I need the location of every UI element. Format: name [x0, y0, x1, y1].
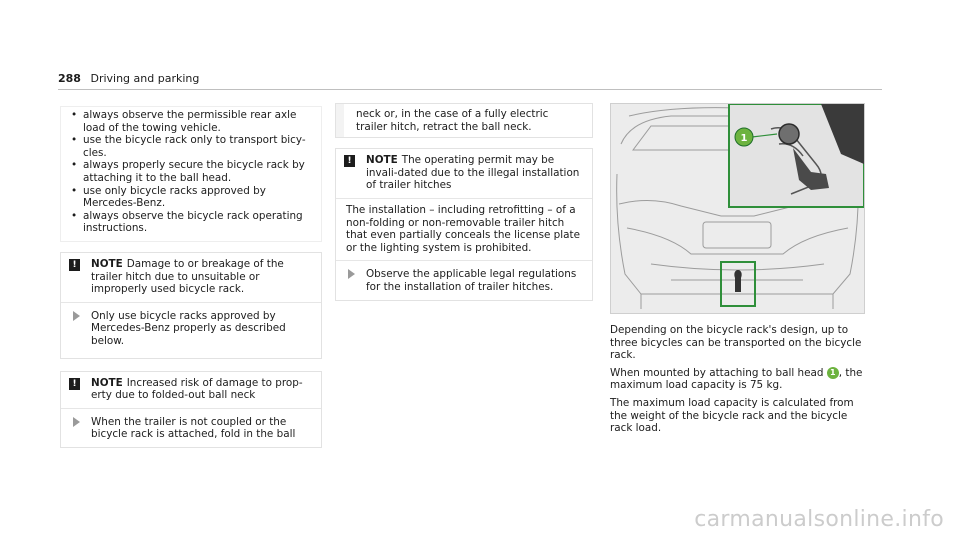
bullet-list	[65, 109, 315, 235]
note-box-damage	[60, 252, 322, 359]
list-item: • use only bicycle racks approved by Mercedes-Benz.	[65, 185, 315, 210]
column-left	[60, 106, 322, 448]
list-item: • use the bicycle rack only to transport bicy-cles.	[65, 134, 315, 159]
continued-box	[335, 103, 593, 138]
list-item: • always properly secure the bicycle rack by attaching it to the ball head.	[65, 159, 315, 184]
exclamation-icon: !	[69, 259, 80, 271]
note-text: The operating permit may be invali-dated due to the illegal installation of trailer hitches	[366, 154, 580, 192]
note-text: Damage to or breakage of the trailer hitch due to unsuitable or improperly used bicycle rack.	[91, 257, 284, 296]
callout-badge: 1	[827, 367, 839, 379]
paragraph-load-capacity	[610, 367, 872, 392]
triangle-arrow-icon	[73, 417, 80, 427]
car-rear-drawing	[611, 104, 864, 313]
paragraph-bicycle-capacity: Depending on the bicycle rack's design, up to three bicycles can be transported on the bicycle rack.	[610, 324, 862, 362]
triangle-arrow-icon	[73, 311, 80, 321]
action-section	[61, 302, 321, 358]
column-middle	[335, 103, 593, 301]
note-box-ball-neck	[60, 371, 322, 448]
note-section	[336, 149, 592, 198]
note-box-permit	[335, 148, 593, 300]
paragraph-section	[336, 198, 592, 260]
page-number: 288	[58, 72, 81, 85]
paragraph-text: The installation – including retrofitting – of a non-folding or non-removable trailer hitch that even partially conceals the license plate or the lighting system is prohibited.	[346, 203, 580, 254]
action-text: Observe the applicable legal regulations for the installation of trailer hitches.	[366, 268, 577, 293]
exclamation-icon: !	[69, 378, 80, 390]
list-item: • always observe the bicycle rack operating instructions.	[65, 210, 315, 235]
note-label: NOTE	[366, 154, 398, 167]
note-section	[61, 372, 321, 408]
note-label: NOTE	[91, 257, 123, 270]
note-text: Increased risk of damage to prop-erty due to folded-out ball neck	[91, 376, 303, 402]
note-label: NOTE	[91, 376, 123, 389]
list-item: • always observe the permissible rear axle load of the towing vehicle.	[65, 109, 315, 134]
exclamation-icon: !	[344, 155, 355, 167]
watermark: carmanualsonline.info	[694, 507, 944, 533]
action-section	[336, 260, 592, 299]
paragraph-calculation: The maximum load capacity is calculated from the weight of the bicycle rack and the bicycle rack load.	[610, 396, 854, 435]
triangle-arrow-icon	[348, 269, 355, 279]
continuation-bar	[336, 104, 344, 137]
section-title: Driving and parking	[90, 72, 200, 85]
paragraph-text: , the maximum load capacity is 75 kg.	[610, 366, 863, 392]
paragraph-text: When mounted by attaching to ball head	[610, 366, 824, 379]
action-text: Only use bicycle racks approved by Mercedes-Benz properly as described below.	[91, 309, 286, 347]
note-section	[61, 253, 321, 302]
action-text: When the trailer is not coupled or the bicycle rack is attached, fold in the ball	[91, 415, 296, 441]
action-section	[61, 408, 321, 447]
page-header	[58, 73, 199, 86]
bullet-list-box	[60, 106, 322, 242]
header-rule	[58, 89, 882, 90]
trailer-hitch-illustration	[610, 103, 865, 314]
continued-text: neck or, in the case of a fully electric trailer hitch, retract the ball neck.	[356, 108, 549, 133]
callout-number: 1	[740, 133, 748, 144]
column-right	[610, 324, 872, 440]
